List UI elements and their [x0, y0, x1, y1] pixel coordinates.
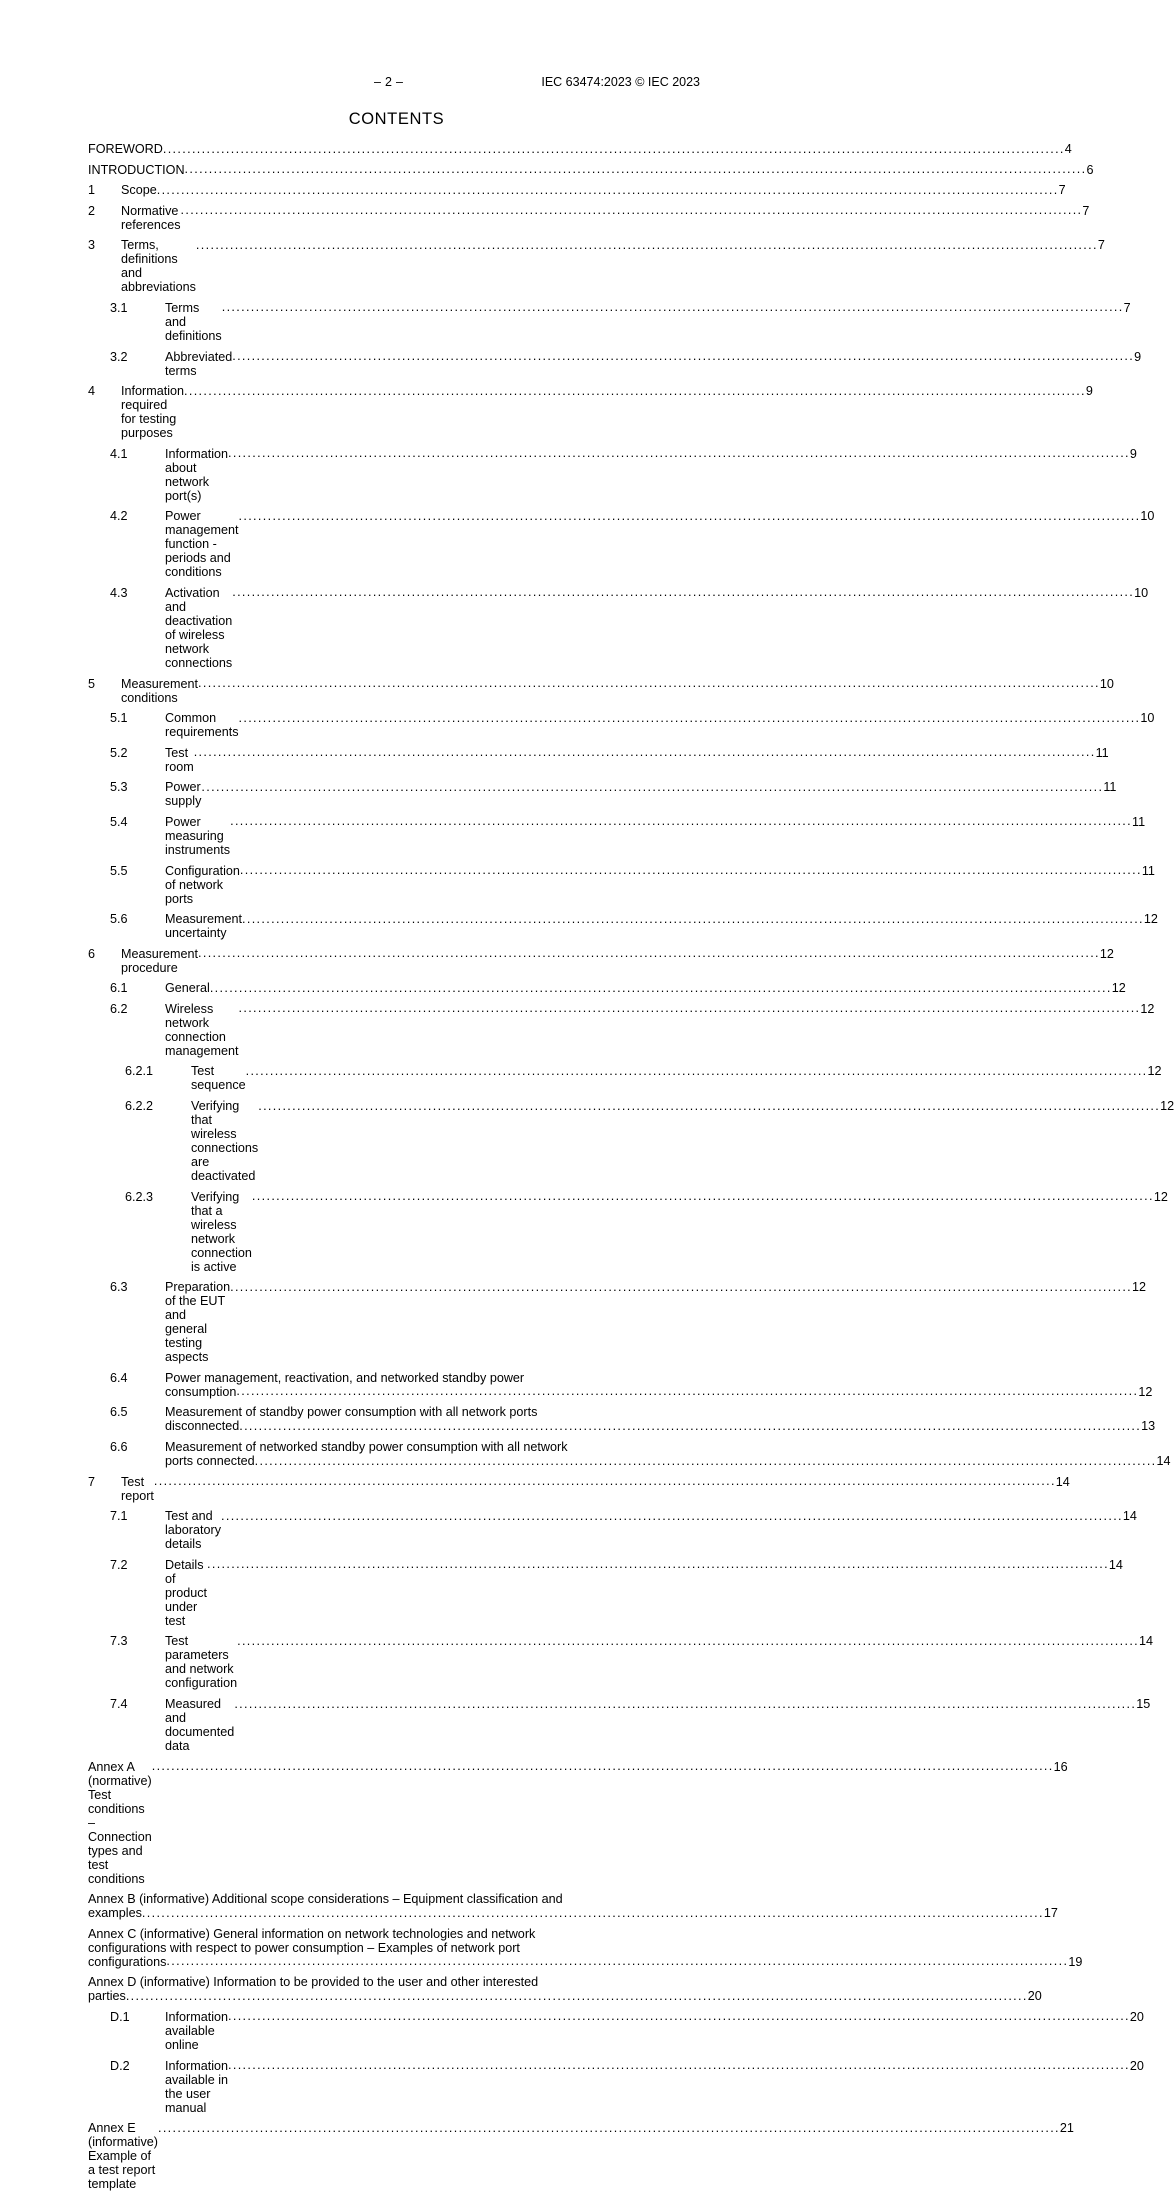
toc-entry[interactable] — [88, 863, 1155, 906]
toc-entry-number: 3.1 — [110, 300, 128, 315]
table-of-contents — [88, 142, 1174, 2198]
toc-leader-row — [191, 1099, 1174, 1184]
toc-entry-body — [88, 1892, 1058, 1921]
toc-page-number: 11 — [1103, 780, 1117, 795]
toc-leader-row — [165, 981, 1126, 996]
toc-entry-number: 7.2 — [110, 1557, 128, 1572]
toc-leader-row — [88, 1954, 1083, 1969]
toc-entry-label-line: configurations with respect to power consumption – Examples of network port — [88, 1940, 520, 1955]
toc-entry-body — [121, 1474, 1070, 1503]
toc-dot-leader — [246, 1064, 1148, 1078]
toc-page-number: 4 — [1064, 142, 1072, 156]
toc-entry-number: 6.2.1 — [125, 1064, 154, 1079]
toc-entry[interactable] — [88, 2058, 1144, 2115]
toc-entry-number: 1 — [88, 183, 96, 198]
toc-leader-row — [165, 446, 1137, 503]
toc-page-number: 21 — [1059, 2121, 1074, 2136]
toc-entry-number: 6.2.2 — [125, 1099, 154, 1114]
toc-page-number: 20 — [1027, 1989, 1042, 2004]
toc-leader-row — [165, 300, 1131, 343]
toc-leader-row — [191, 1064, 1162, 1093]
toc-entry-label: Details of product under test — [165, 1557, 208, 1628]
toc-dot-leader — [221, 1509, 1123, 1523]
toc-entry-body — [165, 300, 1131, 343]
toc-leader-row — [165, 585, 1149, 670]
toc-entry[interactable] — [88, 585, 1149, 670]
toc-entry-body — [88, 1759, 1068, 1886]
toc-entry-label-line: Annex B (informative) Additional scope considerations – Equipment classification and — [88, 1892, 563, 1907]
toc-entry[interactable] — [88, 981, 1126, 996]
toc-entry-label: Configuration of network ports — [165, 863, 240, 906]
toc-entry-label: Common requirements — [165, 711, 239, 740]
toc-entry-label: Measured and documented data — [165, 1697, 235, 1753]
toc-dot-leader — [239, 1419, 1141, 1433]
toc-leader-row — [165, 1454, 1171, 1469]
toc-entry-label: Normative references — [121, 203, 181, 232]
toc-entry[interactable] — [88, 814, 1146, 857]
toc-dot-leader — [198, 946, 1100, 960]
toc-entry-body — [88, 2121, 1074, 2192]
toc-entry-body — [88, 142, 1072, 156]
toc-page-number: 14 — [1108, 1557, 1123, 1572]
toc-dot-leader — [154, 1474, 1056, 1488]
toc-entry-body — [165, 1697, 1151, 1753]
toc-page-number: 7 — [1082, 203, 1090, 218]
toc-page-number: 12 — [1143, 912, 1158, 927]
toc-dot-leader — [142, 1906, 1044, 1920]
toc-leader-row — [88, 142, 1072, 156]
toc-page-number: 14 — [1139, 1634, 1154, 1649]
toc-entry-number: 6.3 — [110, 1280, 128, 1295]
toc-leader-row — [165, 349, 1142, 378]
toc-page-number: 12 — [1147, 1064, 1162, 1079]
toc-entry-number: 7.4 — [110, 1697, 128, 1711]
toc-entry-body — [121, 676, 1114, 705]
toc-entry-body — [165, 509, 1155, 580]
toc-entry-label: Terms, definitions and abbreviations — [121, 238, 196, 295]
toc-entry-label: Verifying that a wireless network connection is active — [191, 1189, 252, 1274]
toc-entry-label: Terms and definitions — [165, 300, 222, 343]
toc-page-number: 6 — [1086, 162, 1094, 177]
toc-entry-label: ports connected — [165, 1454, 255, 1469]
toc-leader-row — [165, 1634, 1154, 1691]
toc-entry-number: 6.2 — [110, 1001, 128, 1016]
toc-entry[interactable] — [88, 1440, 1171, 1469]
toc-entry-number: 6.4 — [110, 1370, 128, 1385]
toc-page-number: 12 — [1111, 981, 1126, 996]
toc-page-number: 14 — [1055, 1474, 1070, 1489]
toc-page-number: 9 — [1129, 446, 1137, 461]
toc-entry[interactable] — [88, 203, 1090, 232]
toc-entry-label: Wireless network connection management — [165, 1001, 239, 1058]
toc-entry-number: 4.3 — [110, 585, 128, 600]
toc-dot-leader — [234, 1697, 1136, 1711]
toc-entry-label-line: Measurement of standby power consumption with all network ports — [165, 1405, 538, 1420]
toc-page-number: 11 — [1095, 745, 1109, 760]
toc-entry-body — [165, 1509, 1137, 1552]
toc-entry-number: 6.5 — [110, 1405, 128, 1420]
toc-dot-leader — [184, 384, 1086, 398]
running-header — [88, 74, 700, 90]
toc-page-number: 10 — [1099, 676, 1114, 691]
toc-entry[interactable] — [88, 238, 1105, 295]
toc-entry-label: Preparation of the EUT and general testing aspects — [165, 1280, 231, 1365]
toc-entry-label: FOREWORD — [88, 142, 163, 156]
toc-entry-label: Measurement conditions — [121, 676, 198, 705]
toc-leader-row — [88, 2121, 1074, 2192]
toc-page-number: 7 — [1097, 238, 1105, 253]
toc-leader-row — [165, 1557, 1123, 1628]
toc-entry[interactable] — [88, 1975, 1042, 2004]
toc-entry[interactable] — [88, 1405, 1156, 1434]
toc-entry-label: Test and laboratory details — [165, 1509, 222, 1552]
toc-dot-leader — [239, 509, 1141, 523]
toc-entry-number: 5.3 — [110, 780, 128, 795]
toc-entry-label: Annex A (normative) Test conditions – Connection types and test conditions — [88, 1759, 152, 1886]
toc-dot-leader — [230, 814, 1132, 828]
toc-page-number: 13 — [1141, 1419, 1156, 1434]
toc-entry-body — [165, 446, 1137, 503]
toc-entry-label: General — [165, 981, 210, 996]
toc-dot-leader — [207, 1557, 1109, 1571]
toc-entry-body — [191, 1064, 1162, 1093]
toc-entry[interactable] — [88, 1697, 1151, 1753]
toc-entry-label: Information required for testing purposes — [121, 384, 184, 441]
toc-entry[interactable] — [88, 1189, 1168, 1274]
toc-entry[interactable] — [88, 446, 1137, 503]
toc-entry-body — [88, 1975, 1042, 2004]
toc-page-number: 14 — [1156, 1454, 1171, 1469]
toc-entry-label-line: Power management, reactivation, and networked standby power — [165, 1370, 525, 1385]
toc-entry[interactable] — [88, 1892, 1058, 1921]
toc-page-number: 7 — [1058, 183, 1066, 198]
toc-leader-row — [121, 238, 1105, 295]
toc-entry-body — [121, 384, 1093, 441]
toc-leader-row — [165, 2009, 1144, 2052]
header-page-marker: – 2 – — [374, 75, 404, 89]
toc-entry[interactable] — [88, 1280, 1147, 1365]
toc-leader-row — [121, 384, 1093, 441]
toc-leader-row — [121, 946, 1114, 975]
toc-entry-number: 5.1 — [110, 711, 128, 726]
toc-entry-number: 5.6 — [110, 912, 128, 927]
toc-entry[interactable] — [88, 1557, 1123, 1628]
toc-entry-label: Measurement procedure — [121, 946, 198, 975]
toc-page-number: 9 — [1085, 384, 1093, 399]
toc-entry-body — [191, 1099, 1174, 1184]
toc-page-number: 11 — [1141, 863, 1155, 878]
toc-entry-label: Information available in the user manual — [165, 2058, 229, 2115]
toc-page-number: 20 — [1129, 2058, 1144, 2073]
toc-page-number: 16 — [1053, 1759, 1068, 1774]
toc-entry-label: Test sequence — [191, 1064, 246, 1093]
toc-entry-number: 6.6 — [110, 1440, 128, 1455]
toc-entry-body — [165, 585, 1149, 670]
toc-leader-row — [165, 2058, 1144, 2115]
toc-entry[interactable] — [88, 509, 1155, 580]
toc-entry-label: INTRODUCTION — [88, 162, 185, 177]
toc-entry-body — [165, 912, 1158, 941]
toc-dot-leader — [237, 1634, 1139, 1648]
toc-dot-leader — [198, 676, 1100, 690]
toc-entry[interactable] — [88, 142, 1072, 156]
toc-dot-leader — [210, 981, 1112, 995]
toc-dot-leader — [201, 780, 1103, 794]
toc-entry[interactable] — [88, 1001, 1155, 1058]
toc-dot-leader — [228, 2058, 1130, 2072]
toc-dot-leader — [185, 162, 1087, 176]
toc-entry-number: 3.2 — [110, 349, 128, 364]
toc-entry[interactable] — [88, 2121, 1074, 2192]
toc-entry-label: Power measuring instruments — [165, 814, 231, 857]
toc-leader-row — [165, 1419, 1156, 1434]
header-standard-reference: IEC 63474:2023 © IEC 2023 — [541, 75, 700, 89]
toc-page-number: 19 — [1068, 1954, 1083, 1969]
toc-entry-body — [165, 1557, 1123, 1628]
toc-entry[interactable] — [88, 1474, 1070, 1503]
toc-dot-leader — [166, 1954, 1068, 1968]
toc-entry-body — [165, 981, 1126, 996]
toc-entry-number: 7 — [88, 1474, 96, 1489]
toc-entry-body — [88, 1926, 1083, 1969]
toc-entry-number: 4.1 — [110, 446, 128, 461]
toc-entry-label-line: Measurement of networked standby power consumption with all network — [165, 1440, 568, 1455]
toc-leader-row — [191, 1189, 1168, 1274]
toc-leader-row — [165, 814, 1146, 857]
toc-leader-row — [165, 912, 1158, 941]
toc-page-number: 12 — [1153, 1189, 1168, 1204]
toc-entry-number: 5.2 — [110, 745, 128, 760]
toc-entry-label: Information available online — [165, 2009, 228, 2052]
toc-entry-body — [191, 1189, 1168, 1274]
toc-dot-leader — [181, 203, 1083, 217]
toc-entry[interactable] — [88, 349, 1142, 378]
toc-leader-row — [165, 1509, 1137, 1552]
toc-dot-leader — [258, 1099, 1160, 1113]
toc-leader-row — [165, 1697, 1151, 1753]
toc-page-number: 12 — [1132, 1280, 1147, 1295]
toc-page-number: 9 — [1134, 349, 1142, 364]
toc-leader-row — [165, 1384, 1153, 1399]
toc-leader-row — [121, 203, 1090, 232]
toc-leader-row — [88, 1989, 1042, 2004]
toc-entry[interactable] — [88, 300, 1131, 343]
toc-dot-leader — [194, 745, 1096, 759]
toc-page-number: 17 — [1043, 1906, 1058, 1921]
toc-entry[interactable] — [88, 1099, 1174, 1184]
toc-entry-number: 6.1 — [110, 981, 128, 996]
toc-leader-row — [121, 183, 1066, 198]
toc-dot-leader — [222, 300, 1124, 314]
toc-entry-body — [121, 946, 1114, 975]
toc-dot-leader — [230, 1280, 1132, 1294]
toc-entry-body — [121, 183, 1066, 198]
toc-entry-body — [165, 1001, 1155, 1058]
toc-leader-row — [88, 1759, 1068, 1886]
toc-entry-body — [165, 2009, 1144, 2052]
toc-entry[interactable] — [88, 1509, 1137, 1552]
toc-entry[interactable] — [88, 676, 1114, 705]
toc-entry-body — [165, 1440, 1171, 1469]
toc-page-number: 7 — [1123, 300, 1131, 315]
toc-entry-number: 5.4 — [110, 814, 128, 829]
toc-dot-leader — [242, 912, 1144, 926]
toc-entry-label: Test parameters and network configuration — [165, 1634, 238, 1691]
toc-entry[interactable] — [88, 384, 1093, 441]
toc-dot-leader — [232, 349, 1134, 363]
toc-entry-label: Measurement uncertainty — [165, 912, 242, 941]
toc-entry-label: Verifying that wireless connections are deactivated — [191, 1099, 259, 1184]
toc-entry[interactable] — [88, 1759, 1068, 1886]
toc-page-number: 12 — [1140, 1001, 1155, 1016]
toc-entry[interactable] — [88, 2009, 1144, 2052]
toc-entry-number: D.1 — [110, 2009, 130, 2024]
toc-entry-label: Power supply — [165, 780, 202, 809]
toc-leader-row — [121, 676, 1114, 705]
toc-dot-leader — [239, 711, 1141, 725]
toc-entry-label: Test room — [165, 745, 194, 774]
toc-page-number: 12 — [1160, 1099, 1174, 1114]
toc-leader-row — [165, 745, 1109, 774]
toc-entry-body — [121, 238, 1105, 295]
toc-entry-label: disconnected — [165, 1419, 240, 1434]
toc-entry[interactable] — [88, 1926, 1083, 1969]
toc-dot-leader — [158, 2121, 1060, 2135]
toc-entry-body — [88, 162, 1094, 177]
toc-dot-leader — [228, 2009, 1130, 2023]
toc-entry-body — [121, 203, 1090, 232]
toc-entry[interactable] — [88, 946, 1114, 975]
toc-entry-body — [165, 863, 1155, 906]
toc-entry-body — [165, 711, 1155, 740]
toc-dot-leader — [126, 1989, 1028, 2003]
toc-page-number: 10 — [1140, 711, 1155, 726]
toc-entry-label-line: Annex D (informative) Information to be provided to the user and other interested — [88, 1975, 539, 1990]
toc-entry-number: 7.1 — [110, 1509, 128, 1524]
toc-dot-leader — [228, 446, 1130, 460]
page-title: CONTENTS — [348, 110, 445, 128]
toc-entry-body — [165, 745, 1109, 774]
toc-entry-label: parties — [88, 1989, 126, 2004]
toc-leader-row — [165, 1001, 1155, 1058]
toc-page-number: 12 — [1138, 1384, 1153, 1399]
toc-entry-body — [165, 780, 1117, 809]
toc-entry-number: D.2 — [110, 2058, 130, 2073]
toc-entry-label: Test report — [121, 1474, 154, 1503]
toc-entry-number: 2 — [88, 203, 96, 218]
toc-entry-label: Power management function - periods and conditions — [165, 509, 239, 580]
toc-entry-number: 6.2.3 — [125, 1189, 154, 1204]
toc-leader-row — [165, 863, 1155, 906]
toc-entry-label: Information about network port(s) — [165, 446, 228, 503]
toc-entry[interactable] — [88, 183, 1066, 198]
toc-entry-number: 5.5 — [110, 863, 128, 878]
toc-dot-leader — [252, 1189, 1154, 1203]
toc-entry-label: Abbreviated terms — [165, 349, 233, 378]
toc-entry-number: 5 — [88, 676, 96, 691]
toc-dot-leader — [152, 1759, 1054, 1773]
toc-entry[interactable] — [88, 1634, 1154, 1691]
toc-dot-leader — [163, 142, 1065, 156]
toc-entry-label: examples — [88, 1906, 142, 1921]
toc-entry-number: 7.3 — [110, 1634, 128, 1649]
toc-entry-body — [165, 1370, 1153, 1399]
toc-leader-row — [165, 780, 1117, 809]
toc-entry[interactable] — [88, 745, 1109, 774]
toc-entry-label-line: Annex C (informative) General information on network technologies and network — [88, 1926, 536, 1941]
toc-dot-leader — [157, 183, 1059, 197]
toc-dot-leader — [232, 585, 1134, 599]
toc-entry-label: Activation and deactivation of wireless network connections — [165, 585, 233, 670]
toc-leader-row — [165, 711, 1155, 740]
toc-dot-leader — [240, 863, 1142, 877]
toc-entry-label: Annex E (informative) Example of a test report template — [88, 2121, 158, 2192]
toc-dot-leader — [239, 1001, 1141, 1015]
toc-entry-number: 3 — [88, 238, 96, 253]
toc-entry[interactable] — [88, 711, 1155, 740]
toc-dot-leader — [236, 1384, 1138, 1398]
toc-entry-body — [165, 1405, 1156, 1434]
toc-page-number: 14 — [1122, 1509, 1137, 1524]
toc-page-number: 20 — [1129, 2009, 1144, 2024]
toc-entry-body — [165, 1280, 1147, 1365]
toc-leader-row — [121, 1474, 1070, 1503]
toc-entry[interactable] — [88, 780, 1117, 809]
toc-page-number: 15 — [1136, 1697, 1151, 1711]
toc-leader-row — [88, 1906, 1058, 1921]
toc-leader-row — [88, 162, 1094, 177]
toc-entry-body — [165, 1634, 1154, 1691]
toc-leader-row — [165, 1280, 1147, 1365]
toc-leader-row — [165, 509, 1155, 580]
toc-entry-label: configurations — [88, 1954, 167, 1969]
toc-entry[interactable] — [88, 162, 1094, 177]
toc-entry-body — [165, 349, 1142, 378]
toc-page-number: 11 — [1132, 814, 1146, 829]
toc-entry[interactable] — [88, 1370, 1153, 1399]
toc-entry-label: Scope — [121, 183, 157, 198]
toc-entry-number: 6 — [88, 946, 96, 961]
toc-entry[interactable] — [88, 1064, 1162, 1093]
toc-entry-label: consumption — [165, 1384, 237, 1399]
toc-page-number: 10 — [1140, 509, 1155, 524]
toc-page-number: 10 — [1134, 585, 1149, 600]
toc-entry-body — [165, 2058, 1144, 2115]
toc-page-number: 12 — [1099, 946, 1114, 961]
toc-dot-leader — [196, 238, 1098, 252]
toc-entry-body — [165, 814, 1146, 857]
toc-entry[interactable] — [88, 912, 1158, 941]
toc-dot-leader — [255, 1454, 1157, 1468]
toc-entry-number: 4.2 — [110, 509, 128, 524]
toc-entry-number: 4 — [88, 384, 96, 399]
